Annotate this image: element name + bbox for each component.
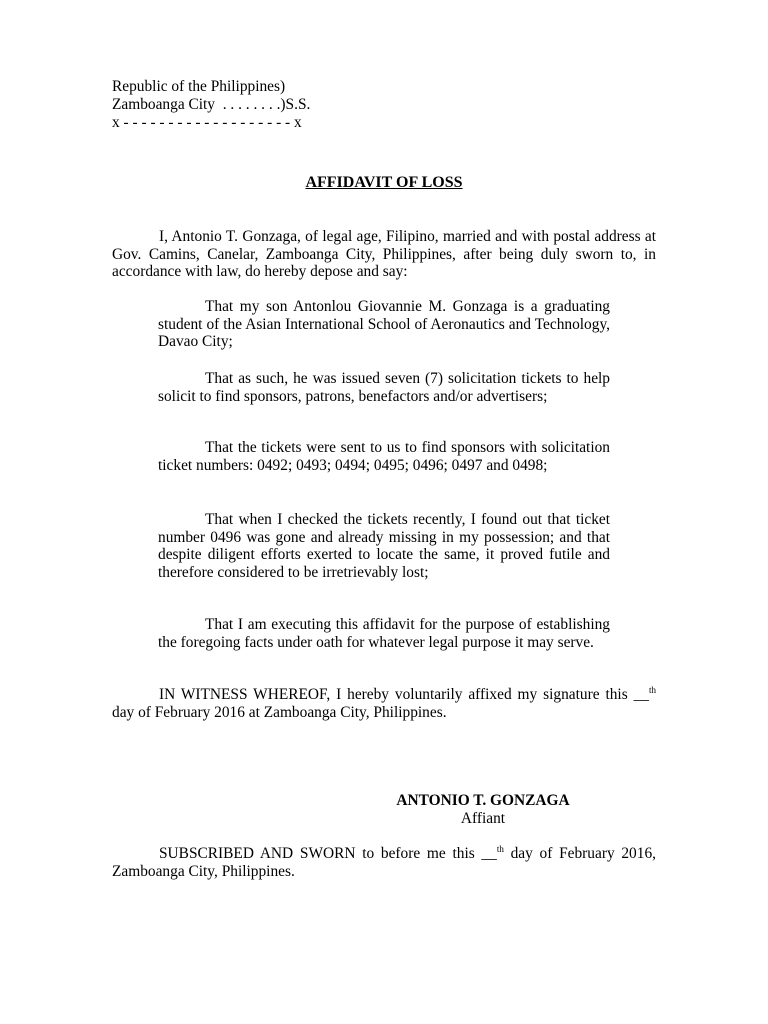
- signature-block: [360, 792, 606, 827]
- intro-paragraph: I, Antonio T. Gonzaga, of legal age, Filipino, married and with postal address at Gov. Camins, Canelar, Zamboanga City, Philippines, after being duly sworn to, in accordance with law, do hereby depose and say:: [112, 228, 656, 281]
- jurat-text-end: day of February 2016, Zamboanga City, Philippines.: [112, 845, 656, 880]
- statement-paragraph: That as such, he was issued seven (7) solicitation tickets to help solicit to find sponsors, patrons, benefactors and/or advertisers;: [158, 370, 610, 405]
- statement-paragraph: That I am executing this affidavit for the purpose of establishing the foregoing facts under oath for whatever legal purpose it may serve.: [158, 616, 610, 651]
- witness-ordinal-suffix: th: [648, 685, 656, 695]
- statement-paragraph: That my son Antonlou Giovannie M. Gonzaga is a graduating student of the Asian International School of Aeronautics and Technology, Davao City;: [158, 298, 610, 351]
- document-title: AFFIDAVIT OF LOSS: [305, 174, 463, 191]
- statement-paragraph: That when I checked the tickets recently, I found out that ticket number 0496 was gone and already missing in my possession; and that despite diligent efforts exerted to locate the same, it proved futile and therefore considered to be irretrievably lost;: [158, 511, 610, 581]
- affiant-name: ANTONIO T. GONZAGA: [396, 792, 570, 809]
- witness-text-end: day of February 2016 at Zamboanga City, Philippines.: [112, 703, 447, 721]
- jurat-text-start: SUBSCRIBED AND SWORN to before me this __: [159, 845, 497, 862]
- venue-city: Zamboanga City . . . . . . . .)S.S.: [112, 96, 311, 113]
- affiant-role: Affiant: [460, 809, 506, 827]
- statement-paragraph: That the tickets were sent to us to find sponsors with solicitation ticket numbers: 0492; 0493; 0494; 0495; 0496; 0497 and 0498;: [158, 439, 610, 474]
- venue-separator: x - - - - - - - - - - - - - - - - - - - x: [112, 114, 302, 131]
- jurat-paragraph: [112, 845, 656, 880]
- witness-text-start: IN WITNESS WHEREOF, I hereby voluntarily affixed my signature this __: [159, 686, 649, 703]
- venue-country: Republic of the Philippines): [112, 78, 286, 95]
- jurat-ordinal-suffix: th: [496, 844, 504, 854]
- witness-paragraph: [112, 686, 656, 721]
